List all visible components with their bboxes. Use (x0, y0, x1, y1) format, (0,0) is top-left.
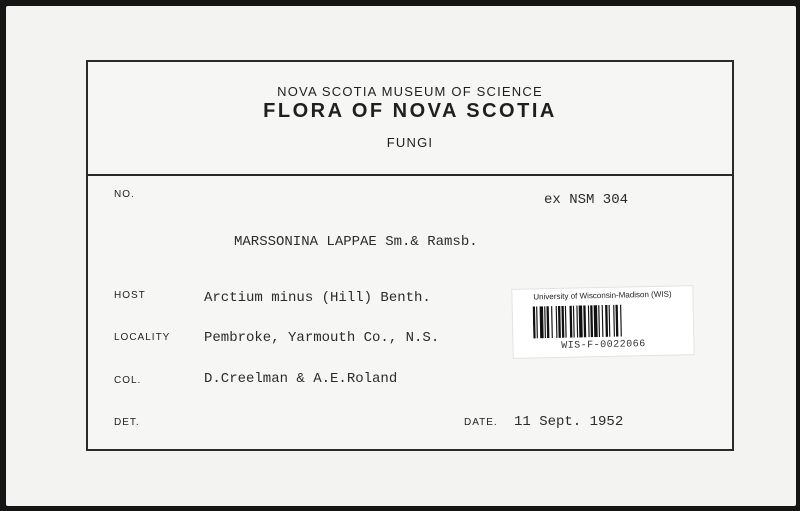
herbarium-sheet (6, 6, 796, 506)
barcode-image (533, 303, 676, 338)
institution-name: NOVA SCOTIA MUSEUM OF SCIENCE (277, 84, 543, 99)
collector-value: D.Creelman & A.E.Roland (204, 371, 398, 387)
host-label: HOST (114, 290, 146, 301)
label-title: FLORA OF NOVA SCOTIA (263, 100, 557, 122)
no-value: ex NSM 304 (544, 192, 629, 208)
date-label: DATE. (464, 417, 498, 428)
no-label: NO. (114, 189, 135, 200)
label-header (88, 62, 732, 176)
locality-value: Pembroke, Yarmouth Co., N.S. (204, 330, 440, 346)
species-name: MARSSONINA LAPPAE Sm.& Ramsb. (234, 234, 478, 250)
label-subtitle: FUNGI (386, 135, 434, 150)
col-label: COL. (114, 375, 142, 386)
barcode-institution: University of Wisconsin-Madison (WIS) (533, 289, 672, 302)
det-label: DET. (114, 417, 140, 428)
date-value: 11 Sept. 1952 (514, 414, 624, 430)
locality-label: LOCALITY (114, 332, 171, 343)
specimen-label-card (86, 60, 734, 451)
barcode-id: WIS-F-0022066 (561, 339, 646, 352)
host-value: Arctium minus (Hill) Benth. (204, 290, 431, 306)
barcode-label (511, 285, 694, 359)
